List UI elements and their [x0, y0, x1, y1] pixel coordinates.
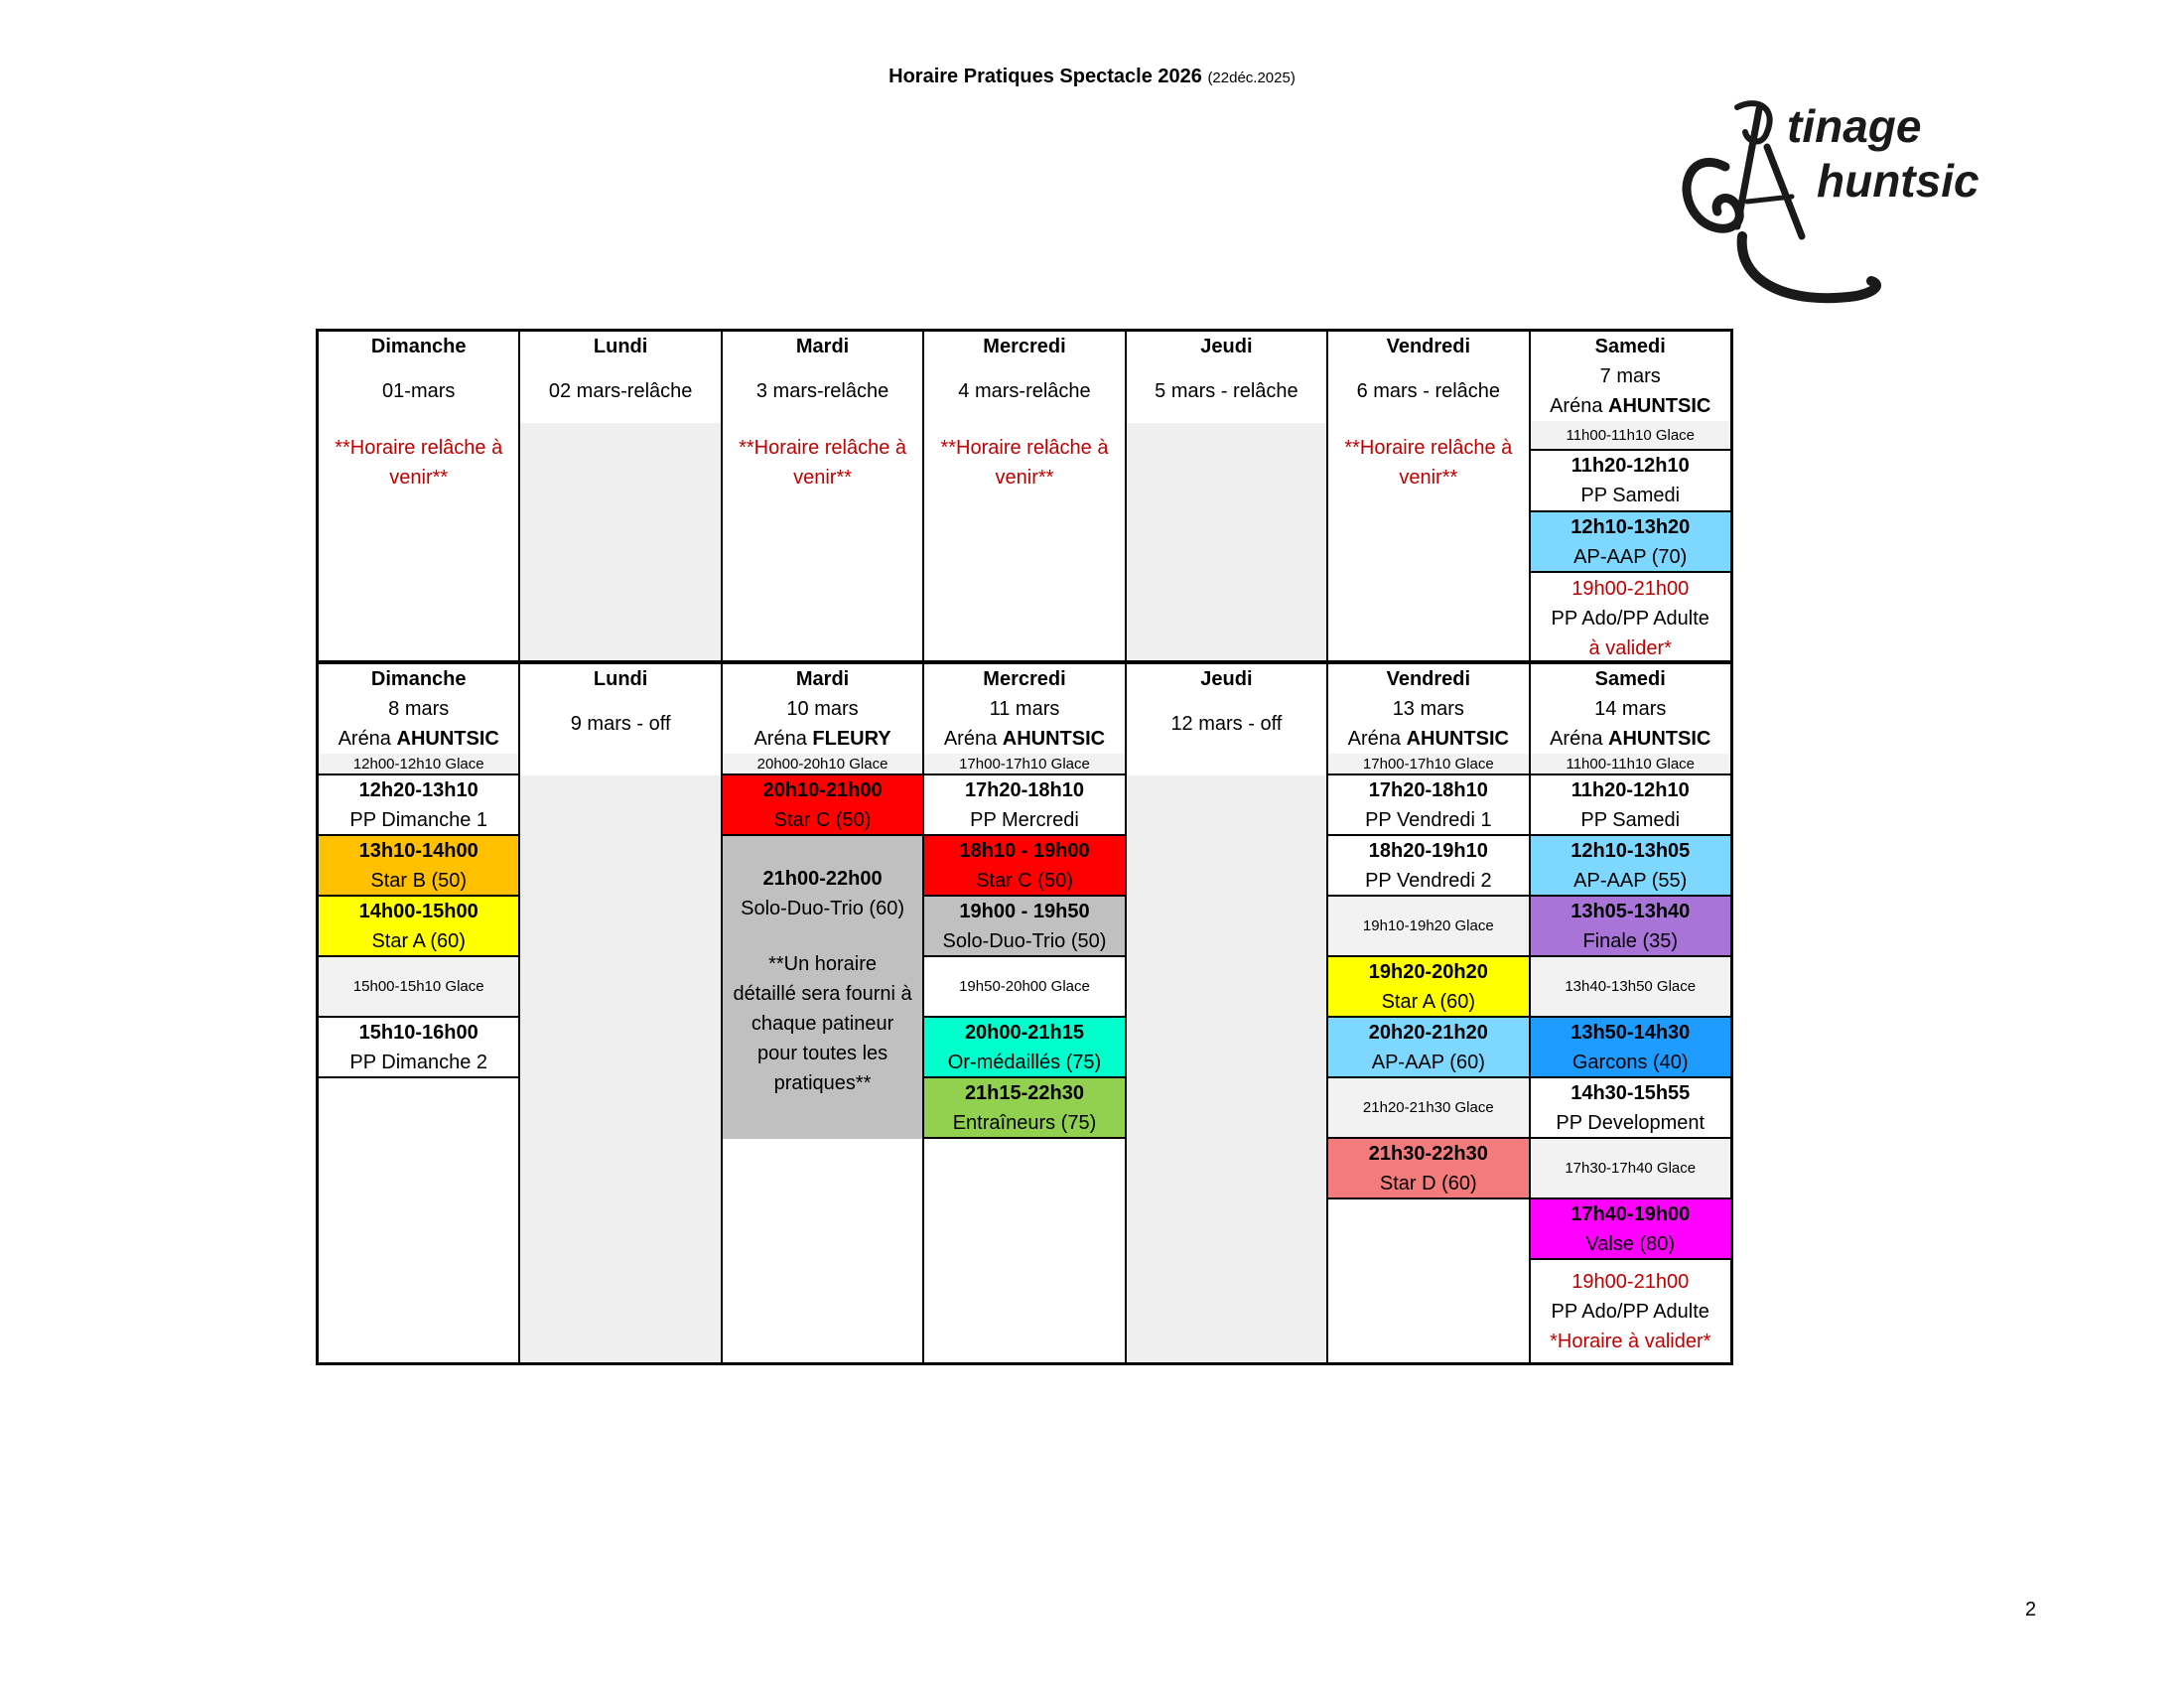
slot-note-line: chaque patineur [751, 1013, 894, 1035]
slot-label: PP Vendredi 1 [1365, 808, 1492, 831]
week2-saturday-column [1531, 664, 1730, 1362]
schedule-slot [319, 1018, 518, 1078]
slot-note: à valider* [1588, 636, 1672, 659]
note-line: venir** [995, 467, 1054, 489]
week2-thursday-column [1127, 664, 1328, 1362]
day-date: 7 mars [1599, 365, 1661, 387]
slot-label: Star C (50) [773, 808, 872, 831]
schedule-slot [1328, 775, 1528, 836]
slot-time: 20h00-21h15 [964, 1021, 1085, 1044]
schedule-slot [924, 1078, 1124, 1139]
week2-sunday-column [319, 664, 520, 1362]
note-line: venir** [389, 467, 449, 489]
slot-note-line: pour toutes les [756, 1043, 888, 1064]
slot-time: 12h10-13h20 [1570, 515, 1691, 538]
day-date: 12 mars - off [1170, 713, 1283, 735]
arena-prefix: Aréna [1550, 395, 1603, 417]
schedule-slot [1531, 775, 1730, 836]
arena-prefix: Aréna [1550, 728, 1603, 750]
schedule-slot [1531, 836, 1730, 897]
schedule-slot [1531, 1260, 1730, 1362]
slot-time: 17h20-18h10 [1368, 778, 1488, 801]
schedule-slot [1328, 1018, 1528, 1078]
week1-tuesday-column [723, 332, 924, 660]
day-date: 8 mars [388, 698, 450, 720]
day-name: Lundi [593, 668, 648, 690]
schedule-slot [1531, 1018, 1730, 1078]
slot-label: Valse (80) [1585, 1232, 1676, 1255]
glace-slot: 17h00-17h10 Glace [924, 754, 1124, 775]
slot-label: Garcons (40) [1571, 1051, 1689, 1073]
week-2-table [316, 661, 1733, 1365]
slot-time: 11h20-12h10 [1570, 778, 1690, 801]
slot-time: 15h10-16h00 [358, 1021, 478, 1044]
schedule-slot [924, 897, 1124, 957]
week1-saturday-column [1531, 332, 1730, 660]
slot-label: AP-AAP (55) [1573, 869, 1688, 892]
schedule-slot [319, 836, 518, 897]
glace-slot: 17h30-17h40 Glace [1531, 1139, 1730, 1199]
day-date: 5 mars - relâche [1155, 380, 1298, 402]
day-date: 13 mars [1392, 698, 1464, 720]
patinage-ahuntsic-logo [1668, 87, 2035, 311]
slot-label: Solo-Duo-Trio (50) [942, 929, 1107, 952]
day-name: Vendredi [1386, 668, 1471, 690]
glace-slot: 20h00-20h10 Glace [723, 754, 922, 775]
slot-time: 17h20-18h10 [964, 778, 1085, 801]
slot-time: 19h20-20h20 [1368, 960, 1488, 983]
day-date: 02 mars-relâche [548, 380, 693, 402]
slot-note-line: **Un horaire [768, 953, 878, 975]
note-line: **Horaire relâche à [739, 437, 907, 459]
day-date: 3 mars-relâche [755, 380, 889, 402]
day-name: Mercredi [983, 668, 1066, 690]
slot-time: 18h20-19h10 [1368, 839, 1488, 862]
slot-time: 12h20-13h10 [358, 778, 478, 801]
schedule-slot [723, 836, 922, 1139]
schedule-slot [1531, 1199, 1730, 1260]
empty-shade [520, 775, 720, 1362]
slot-label: PP Dimanche 2 [349, 1051, 487, 1073]
slot-label: PP Ado/PP Adulte [1551, 607, 1709, 630]
schedule-slot [1531, 451, 1730, 512]
arena-line [723, 724, 922, 754]
arena-line [1531, 724, 1730, 754]
schedule-slot [319, 897, 518, 957]
slot-label: AP-AAP (60) [1371, 1051, 1485, 1073]
slot-time: 13h05-13h40 [1570, 900, 1691, 922]
slot-label: Star C (50) [976, 869, 1073, 892]
schedule-slot [924, 836, 1124, 897]
week2-wednesday-column [924, 664, 1126, 1362]
glace-slot: 11h00-11h10 Glace [1531, 421, 1730, 451]
slot-label: Star A (60) [371, 929, 466, 952]
schedule-slot [1531, 512, 1730, 573]
day-name: Mercredi [983, 336, 1066, 357]
slot-time: 21h15-22h30 [964, 1081, 1085, 1104]
glace-slot: 21h20-21h30 Glace [1328, 1078, 1528, 1139]
glace-slot: 19h50-20h00 Glace [924, 957, 1124, 1018]
slot-label: Star A (60) [1381, 990, 1476, 1013]
arena-line [924, 724, 1124, 754]
glace-slot: 12h00-12h10 Glace [319, 754, 518, 775]
day-date: 11 mars [989, 698, 1060, 720]
arena-prefix: Aréna [943, 728, 998, 750]
slot-time: 20h10-21h00 [762, 778, 883, 801]
slot-time: 12h10-13h05 [1570, 839, 1691, 862]
schedule-slot [1531, 897, 1730, 957]
week1-wednesday-column [924, 332, 1126, 660]
day-date: 6 mars - relâche [1356, 380, 1501, 402]
slot-time: 11h20-12h10 [1570, 455, 1690, 477]
slot-label: PP Samedi [1580, 485, 1681, 506]
slot-time: 19h00-21h00 [1571, 577, 1690, 600]
schedule-slot [1328, 1139, 1528, 1199]
schedule-slot [924, 775, 1124, 836]
slot-time: 19h00-21h00 [1571, 1270, 1690, 1293]
slot-label: PP Mercredi [970, 808, 1079, 831]
svg-text:huntsic: huntsic [1817, 155, 1979, 207]
slot-label: AP-AAP (70) [1573, 545, 1688, 568]
day-name: Vendredi [1386, 336, 1471, 357]
slot-label: PP Vendredi 2 [1365, 869, 1492, 892]
slot-time: 18h10 - 19h00 [959, 839, 1090, 862]
day-name: Jeudi [1200, 336, 1253, 357]
week-1-table [316, 329, 1733, 663]
schedule-slot [1531, 1078, 1730, 1139]
note-line: **Horaire relâche à [335, 437, 503, 459]
glace-slot: 17h00-17h10 Glace [1328, 754, 1528, 775]
day-date: 14 mars [1594, 698, 1667, 720]
svg-text:tinage: tinage [1787, 100, 1922, 152]
slot-note-line: pratiques** [773, 1072, 872, 1094]
slot-time: 17h40-19h00 [1570, 1202, 1691, 1225]
slot-time: 14h00-15h00 [358, 900, 478, 922]
day-date: 10 mars [786, 698, 859, 720]
week2-friday-column [1328, 664, 1530, 1362]
week2-tuesday-column [723, 664, 924, 1362]
day-name: Samedi [1594, 668, 1666, 690]
day-date: 9 mars - off [570, 713, 671, 735]
week1-monday-column [520, 332, 722, 660]
title-date: (22déc.2025) [1207, 70, 1296, 86]
glace-slot: 15h00-15h10 Glace [319, 957, 518, 1018]
slot-label: PP Dimanche 1 [349, 808, 487, 831]
schedule-slot [1531, 573, 1730, 660]
empty-shade [520, 423, 720, 660]
day-date: 4 mars-relâche [958, 380, 1091, 402]
day-name: Dimanche [370, 336, 467, 357]
slot-time: 13h50-14h30 [1570, 1021, 1691, 1044]
slot-time: 14h30-15h55 [1570, 1081, 1691, 1104]
arena-name: AHUNTSIC [1608, 395, 1711, 417]
week1-thursday-column [1127, 332, 1328, 660]
arena-prefix: Aréna [1347, 728, 1402, 750]
glace-slot: 19h10-19h20 Glace [1328, 897, 1528, 957]
arena-line [1328, 724, 1528, 754]
day-name: Lundi [593, 336, 648, 357]
day-name: Mardi [795, 336, 850, 357]
week2-monday-column [520, 664, 722, 1362]
arena-name: AHUNTSIC [1002, 728, 1106, 750]
slot-label: Entraîneurs (75) [952, 1111, 1097, 1134]
page-number: 2 [2025, 1599, 2037, 1620]
arena-name: AHUNTSIC [1608, 728, 1711, 750]
slot-label: PP Samedi [1580, 808, 1681, 831]
title-main: Horaire Pratiques Spectacle 2026 [888, 66, 1202, 87]
slot-label: PP Development [1556, 1111, 1706, 1134]
arena-name: FLEURY [812, 728, 891, 750]
slot-time: 20h20-21h20 [1368, 1021, 1488, 1044]
slot-label: Star D (60) [1379, 1172, 1477, 1195]
note-line: venir** [1399, 467, 1458, 489]
slot-label: Finale (35) [1582, 929, 1679, 952]
document-title [0, 66, 2184, 88]
glace-slot: 13h40-13h50 Glace [1531, 957, 1730, 1018]
slot-note: *Horaire à valider* [1550, 1330, 1711, 1352]
schedule-slot [924, 1018, 1124, 1078]
empty-shade [1127, 775, 1326, 1362]
day-name: Mardi [795, 668, 850, 690]
schedule-slot [723, 775, 922, 836]
day-name: Samedi [1594, 336, 1666, 357]
note-line: **Horaire relâche à [940, 437, 1109, 459]
day-date: 01-mars [382, 380, 456, 402]
week1-friday-column [1328, 332, 1530, 660]
schedule-slot [319, 775, 518, 836]
week1-sunday-column [319, 332, 520, 660]
arena-prefix: Aréna [753, 728, 807, 750]
slot-note-line: détaillé sera fourni à [733, 983, 912, 1005]
arena-name: AHUNTSIC [1406, 728, 1509, 750]
note-line: **Horaire relâche à [1344, 437, 1513, 459]
slot-time: 13h10-14h00 [358, 839, 478, 862]
schedule-slot [1328, 836, 1528, 897]
arena-line [1531, 391, 1730, 421]
slot-label: Or-médaillés (75) [947, 1051, 1102, 1073]
note-line: venir** [793, 467, 853, 489]
slot-label: Solo-Duo-Trio (60) [741, 898, 904, 919]
slot-time: 21h30-22h30 [1368, 1142, 1488, 1165]
day-name: Dimanche [370, 668, 467, 690]
empty-shade [1127, 423, 1326, 660]
glace-slot: 11h00-11h10 Glace [1531, 754, 1730, 775]
day-name: Jeudi [1200, 668, 1253, 690]
slot-time: 19h00 - 19h50 [959, 900, 1090, 922]
arena-line [319, 724, 518, 754]
slot-time: 21h00-22h00 [762, 868, 883, 890]
arena-name: AHUNTSIC [396, 728, 499, 750]
slot-label: Star B (50) [370, 869, 468, 892]
slot-label: PP Ado/PP Adulte [1551, 1300, 1709, 1323]
schedule-slot [1328, 957, 1528, 1018]
arena-prefix: Aréna [338, 728, 391, 750]
